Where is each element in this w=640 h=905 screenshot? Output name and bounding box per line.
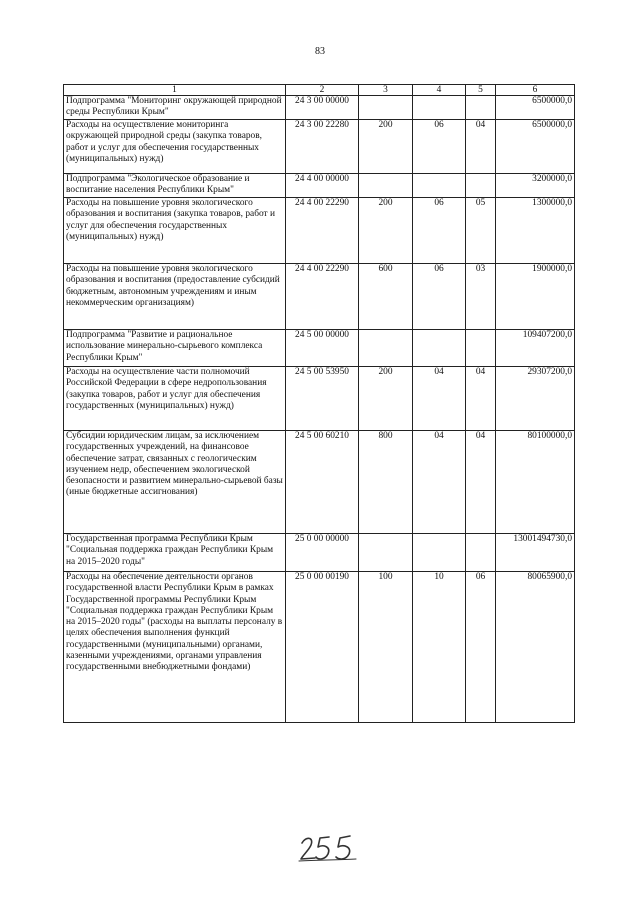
column-header-rz: 4 <box>413 85 466 96</box>
row-code: 24 4 00 00000 <box>286 174 359 198</box>
row-rz <box>413 96 466 120</box>
row-rz: 04 <box>413 431 466 534</box>
row-code: 24 3 00 22280 <box>286 120 359 174</box>
row-pr <box>466 174 496 198</box>
row-name: Расходы на повышение уровня экологического образования и воспитания (закупка товаров, работ и услуг для обеспечения государственных (муниципальных) нужд) <box>64 198 286 264</box>
row-pr <box>466 96 496 120</box>
row-pr: 03 <box>466 264 496 330</box>
row-pr <box>466 534 496 572</box>
row-name: Подпрограмма "Развитие и рациональное использование минерально-сырьевого комплекса Республики Крым" <box>64 330 286 367</box>
table-row <box>64 534 575 572</box>
row-pr <box>466 330 496 367</box>
row-vr: 200 <box>359 367 413 431</box>
table-row <box>64 367 575 431</box>
row-vr <box>359 174 413 198</box>
column-header-vr: 3 <box>359 85 413 96</box>
table-row <box>64 572 575 723</box>
column-header-name: 1 <box>64 85 286 96</box>
row-amount: 1900000,0 <box>496 264 575 330</box>
row-code: 24 3 00 00000 <box>286 96 359 120</box>
row-amount: 6500000,0 <box>496 120 575 174</box>
column-header-amount: 6 <box>496 85 575 96</box>
row-vr: 600 <box>359 264 413 330</box>
table-row <box>64 96 575 120</box>
table-header-row <box>64 85 575 96</box>
row-name: Расходы на повышение уровня экологического образования и воспитания (предоставление субсидий бюджетным, автономным учреждениям и иным некоммерческим организациям) <box>64 264 286 330</box>
row-pr: 05 <box>466 198 496 264</box>
row-rz <box>413 330 466 367</box>
row-name: Государственная программа Республики Крым "Социальная поддержка граждан Республики Крым на 2015–2020 годы" <box>64 534 286 572</box>
page-number: 83 <box>315 46 325 57</box>
row-vr: 200 <box>359 198 413 264</box>
row-code: 24 4 00 22290 <box>286 264 359 330</box>
row-amount: 109407200,0 <box>496 330 575 367</box>
table-row <box>64 120 575 174</box>
row-rz <box>413 534 466 572</box>
row-rz: 06 <box>413 198 466 264</box>
row-code: 24 4 00 22290 <box>286 198 359 264</box>
row-name: Подпрограмма "Мониторинг окружающей природной среды Республики Крым" <box>64 96 286 120</box>
row-name: Расходы на осуществление части полномочий Российской Федерации в сфере недропользования (закупка товаров, работ и услуг для обеспечения государственных (муниципальных) нужд) <box>64 367 286 431</box>
row-amount: 80100000,0 <box>496 431 575 534</box>
row-rz: 10 <box>413 572 466 723</box>
row-vr <box>359 330 413 367</box>
row-pr: 06 <box>466 572 496 723</box>
row-amount: 6500000,0 <box>496 96 575 120</box>
handwritten-page-mark <box>298 833 358 863</box>
row-vr: 800 <box>359 431 413 534</box>
table-row <box>64 264 575 330</box>
table-row <box>64 198 575 264</box>
row-vr: 200 <box>359 120 413 174</box>
row-pr: 04 <box>466 431 496 534</box>
row-code: 24 5 00 00000 <box>286 330 359 367</box>
row-amount: 13001494730,0 <box>496 534 575 572</box>
row-name: Субсидии юридическим лицам, за исключением государственных учреждений, на финансовое обеспечение затрат, связанных с геологическим изучением недр, обеспечением экологической безопасности и развитием минерально-сырьевой базы (иные бюджетные ассигнования) <box>64 431 286 534</box>
row-vr <box>359 534 413 572</box>
row-rz: 06 <box>413 120 466 174</box>
row-amount: 3200000,0 <box>496 174 575 198</box>
row-amount: 80065900,0 <box>496 572 575 723</box>
row-name: Подпрограмма "Экологическое образование и воспитание населения Республики Крым" <box>64 174 286 198</box>
row-code: 24 5 00 60210 <box>286 431 359 534</box>
row-name: Расходы на осуществление мониторинга окружающей природной среды (закупка товаров, работ и услуг для обеспечения государственных (муниципальных) нужд) <box>64 120 286 174</box>
table-row <box>64 330 575 367</box>
row-amount: 1300000,0 <box>496 198 575 264</box>
table-row <box>64 431 575 534</box>
column-header-code: 2 <box>286 85 359 96</box>
row-rz: 04 <box>413 367 466 431</box>
row-amount: 29307200,0 <box>496 367 575 431</box>
column-header-pr: 5 <box>466 85 496 96</box>
row-code: 24 5 00 53950 <box>286 367 359 431</box>
table-row <box>64 174 575 198</box>
row-pr: 04 <box>466 120 496 174</box>
row-code: 25 0 00 00190 <box>286 572 359 723</box>
row-code: 25 0 00 00000 <box>286 534 359 572</box>
budget-table <box>63 84 575 723</box>
row-vr <box>359 96 413 120</box>
row-rz <box>413 174 466 198</box>
row-pr: 04 <box>466 367 496 431</box>
row-vr: 100 <box>359 572 413 723</box>
row-rz: 06 <box>413 264 466 330</box>
row-name: Расходы на обеспечение деятельности органов государственной власти Республики Крым в рамках Государственной программы Республики Крым "Социальная поддержка граждан Республики Крым на 2015–2020 годы" (расходы на выплаты персоналу в целях обеспечения выполнения функций государственными (муниципальными) органами, казенными учреждениями, органами управления государственными внебюджетными фондами) <box>64 572 286 723</box>
